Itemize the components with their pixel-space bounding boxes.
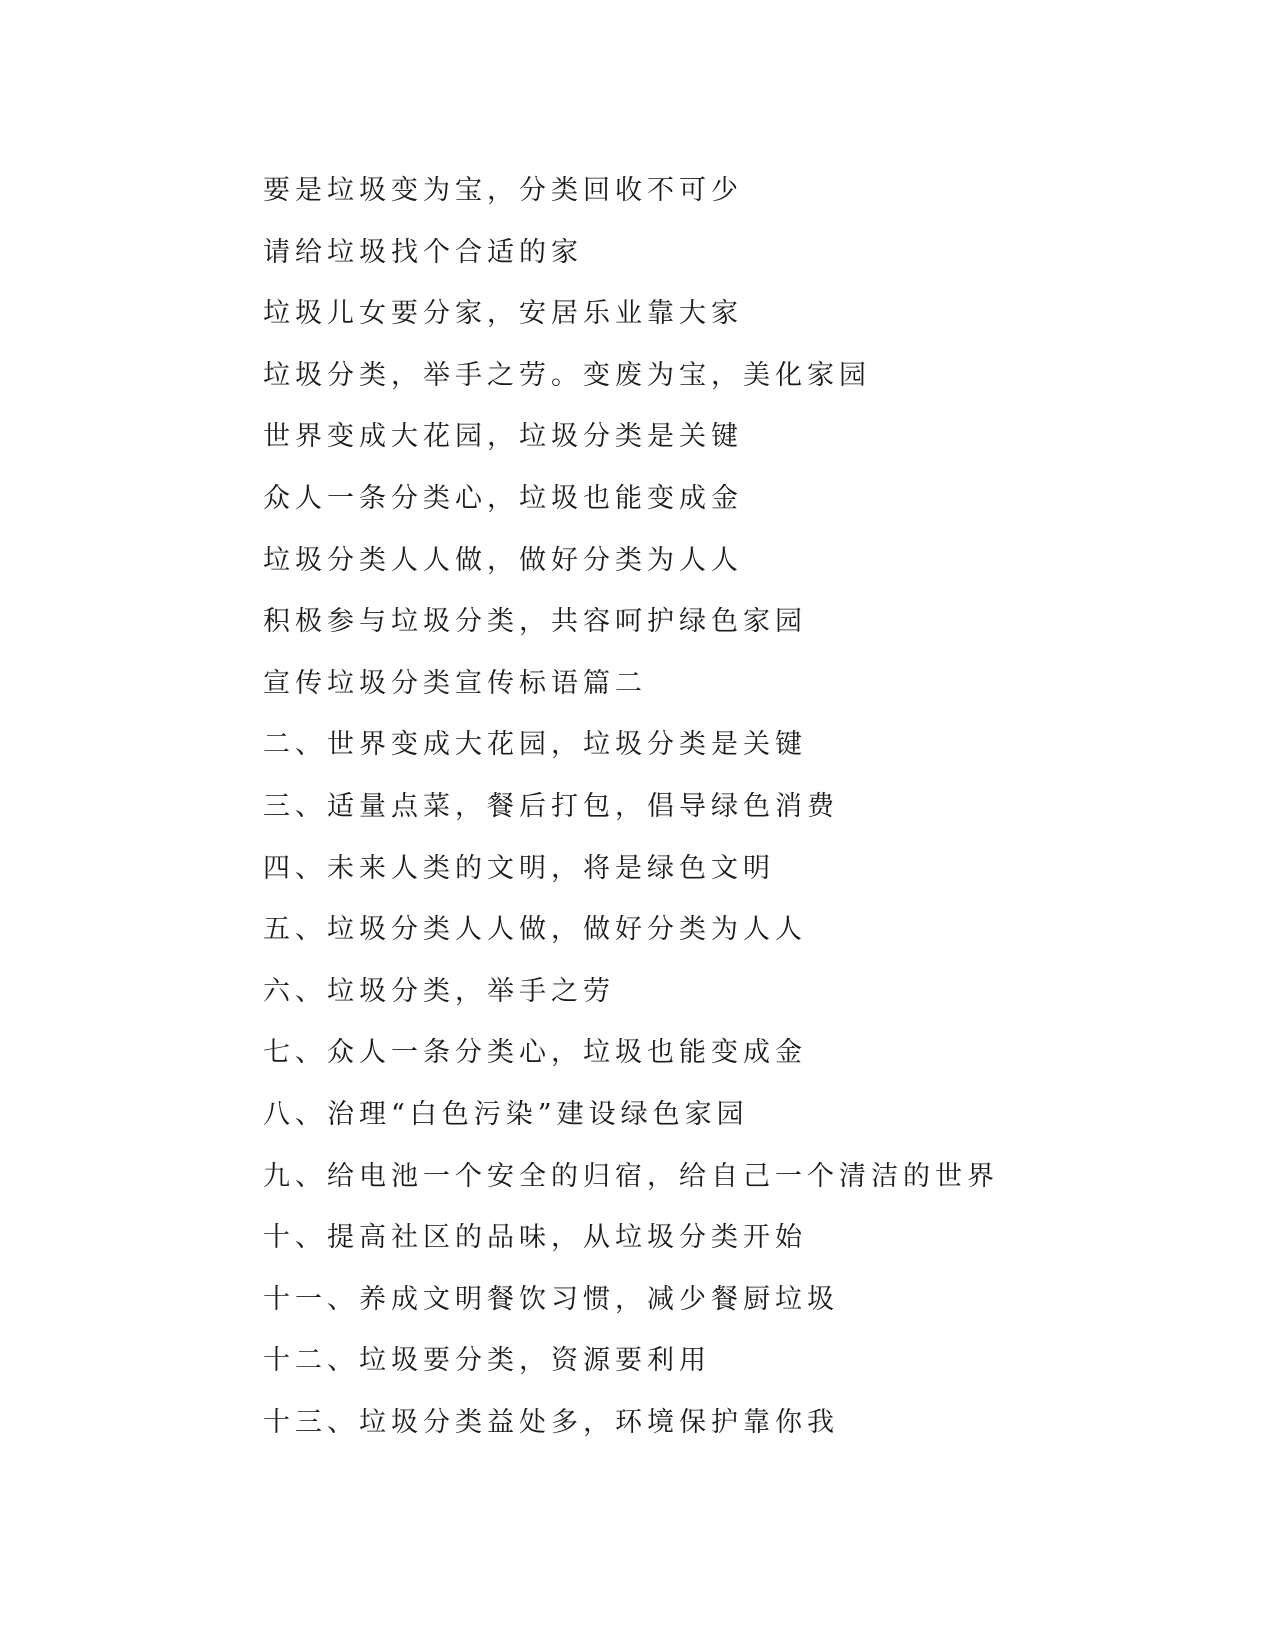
text-line: 请给垃圾找个合适的家 [263, 236, 583, 268]
document-body [263, 160, 1223, 1453]
text-line: 垃圾分类，举手之劳。变废为宝，美化家园 [263, 359, 871, 391]
text-line: 积极参与垃圾分类，共容呵护绿色家园 [263, 606, 807, 638]
text-line: 九、给电池一个安全的归宿，给自己一个清洁的世界 [263, 1160, 999, 1192]
text-line: 垃圾儿女要分家，安居乐业靠大家 [263, 298, 743, 330]
text-line: 十一、养成文明餐饮习惯，减少餐厨垃圾 [263, 1283, 839, 1315]
text-line: 十三、垃圾分类益处多，环境保护靠你我 [263, 1406, 839, 1438]
text-line: 四、未来人类的文明，将是绿色文明 [263, 852, 775, 884]
section-heading: 宣传垃圾分类宣传标语篇二 [263, 667, 647, 699]
text-line: 垃圾分类人人做，做好分类为人人 [263, 544, 743, 576]
text-line: 七、众人一条分类心，垃圾也能变成金 [263, 1037, 807, 1069]
text-line: 世界变成大花园，垃圾分类是关键 [263, 421, 743, 453]
text-line: 五、垃圾分类人人做，做好分类为人人 [263, 914, 807, 946]
text-line: 八、治理“白色污染”建设绿色家园 [263, 1098, 749, 1130]
text-line: 十二、垃圾要分类，资源要利用 [263, 1345, 711, 1377]
text-line: 三、适量点菜，餐后打包，倡导绿色消费 [263, 790, 839, 822]
text-line: 要是垃圾变为宝，分类回收不可少 [263, 175, 743, 206]
text-line: 二、世界变成大花园，垃圾分类是关键 [263, 729, 807, 761]
text-line: 十、提高社区的品味，从垃圾分类开始 [263, 1222, 807, 1254]
text-line: 六、垃圾分类，举手之劳 [263, 975, 615, 1007]
text-line: 众人一条分类心，垃圾也能变成金 [263, 482, 743, 514]
